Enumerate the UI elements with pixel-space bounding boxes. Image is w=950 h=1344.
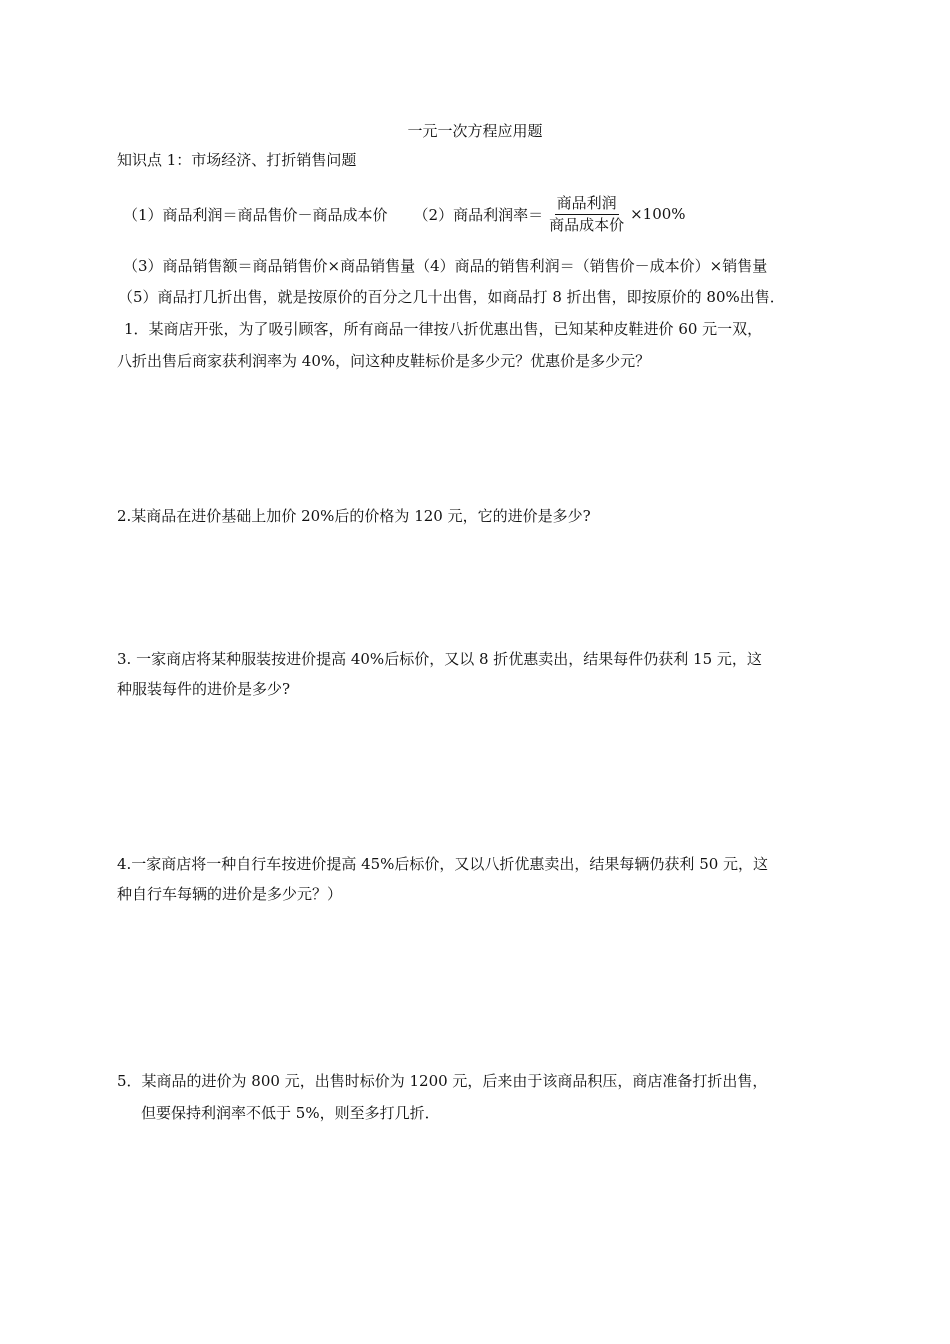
formula-2-suffix: ×100% bbox=[630, 205, 686, 223]
question-4-line-1: 4.一家商店将一种自行车按进价提高 45%后标价，又以八折优惠卖出，结果每辆仍获利 50 元，这 bbox=[117, 855, 769, 873]
question-1-line-1: 1．某商店开张，为了吸引顾客，所有商品一律按八折优惠出售，已知某种皮鞋进价 60 元一双， bbox=[124, 320, 763, 338]
formula-3-4: （3）商品销售额＝商品销售价×商品销售量（4）商品的销售利润＝（销售价－成本价）×销售量 bbox=[123, 257, 768, 275]
formula-row-1-2 bbox=[123, 192, 686, 236]
formula-5: （5）商品打几折出售，就是按原价的百分之几十出售，如商品打 8 折出售，即按原价的 80%出售． bbox=[118, 288, 785, 306]
knowledge-heading: 知识点 1：市场经济、打折销售问题 bbox=[117, 151, 357, 169]
formula-2-prefix: （2）商品利润率＝ bbox=[413, 205, 544, 224]
page-title: 一元一次方程应用题 bbox=[407, 122, 543, 140]
question-4-line-2: 种自行车每辆的进价是多少元？） bbox=[117, 885, 343, 903]
question-5-line-1: 5．某商品的进价为 800 元，出售时标价为 1200 元，后来由于该商品积压，商店准备打折出售， bbox=[117, 1072, 768, 1090]
question-3-line-2: 种服装每件的进价是多少? bbox=[117, 680, 291, 698]
fraction-denominator: 商品成本价 bbox=[549, 215, 625, 234]
question-3-line-1: 3. 一家商店将某种服装按进价提高 40%后标价，又以 8 折优惠卖出，结果每件仍获利 15 元，这 bbox=[117, 650, 762, 668]
question-5-line-2: 但要保持利润率不低于 5%，则至多打几折． bbox=[141, 1104, 440, 1122]
question-1-line-2: 八折出售后商家获利润率为 40%，问这种皮鞋标价是多少元？优惠价是多少元？ bbox=[117, 352, 651, 370]
formula-1: （1）商品利润＝商品售价－商品成本价 bbox=[123, 205, 388, 224]
question-2-line-1: 2.某商品在进价基础上加价 20%后的价格为 120 元，它的进价是多少? bbox=[117, 507, 591, 525]
fraction-numerator: 商品利润 bbox=[555, 194, 619, 215]
profit-rate-fraction bbox=[547, 194, 626, 235]
